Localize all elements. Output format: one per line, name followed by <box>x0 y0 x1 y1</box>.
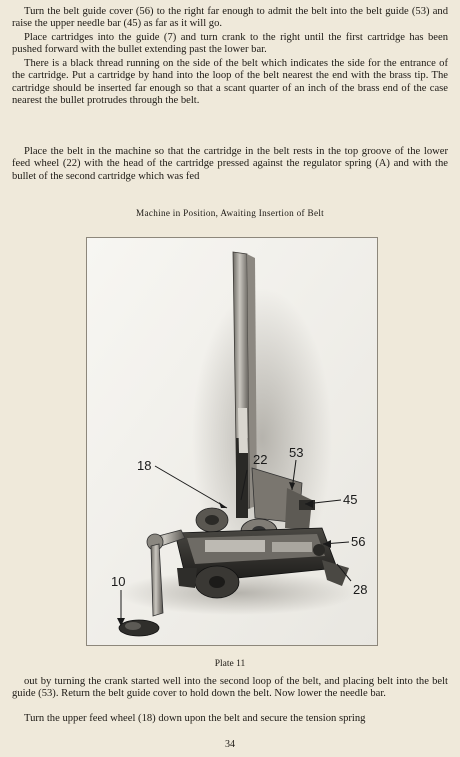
paragraph-belt-guide-cover: Turn the belt guide cover (56) to the right far enough to admit the belt into the belt guide (53) and raise the upper needle bar (45) as far as it will go. <box>12 6 448 30</box>
callout-28: 28 <box>353 582 368 597</box>
callout-18: 18 <box>137 458 152 473</box>
callout-53: 53 <box>289 445 304 460</box>
callout-10: 10 <box>111 574 126 589</box>
callout-45: 45 <box>343 492 358 507</box>
figure-caption: Machine in Position, Awaiting Insertion of Belt <box>135 208 325 218</box>
page-number: 34 <box>225 739 235 750</box>
paragraph-upper-feed-wheel: Turn the upper feed wheel (18) down upon the belt and secure the tension spring <box>24 713 366 724</box>
machine-illustration <box>87 238 377 645</box>
callout-22: 22 <box>253 452 268 467</box>
callout-56: 56 <box>351 534 366 549</box>
paragraph-place-cartridges: Place cartridges into the guide (7) and turn crank to the right until the first cartridge has been pushed forward with the bullet extending past the lower bar. <box>12 32 448 56</box>
paragraph-place-belt: Place the belt in the machine so that the cartridge in the belt rests in the top groove of the lower feed wheel (22) with the head of the cartridge pressed against the regulator spring (A) and with the bullet of the second cartridge which was fed <box>12 146 448 182</box>
paragraph-continue-crank: out by turning the crank started well into the second loop of the belt, and placing belt into the belt guide (53). Return the belt guide cover to hold down the belt. Now lower the needle bar. <box>12 676 448 700</box>
machine-photograph <box>86 237 378 646</box>
paragraph-black-thread: There is a black thread running on the side of the belt which indicates the side for the entrance of the cartridge. Put a cartridge by hand into the loop of the belt nearest the end with the brass tip. The cartridge should be inserted far enough so that a scant quarter of an inch of the brass end of the case nearest the bullet protrudes through the belt. <box>12 58 448 107</box>
plate-label: Plate 11 <box>214 659 246 669</box>
